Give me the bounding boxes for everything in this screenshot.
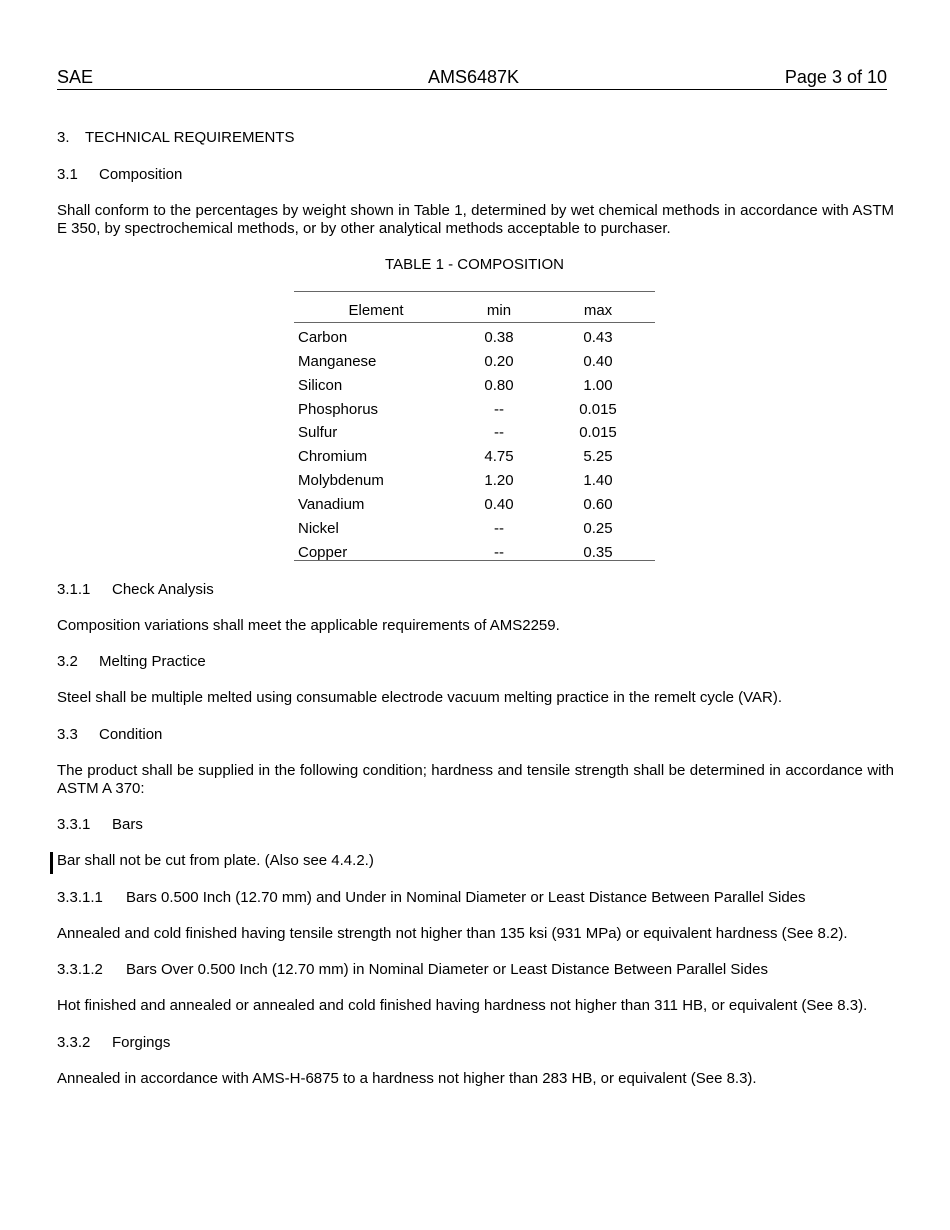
table-bottom-rule — [294, 560, 655, 561]
table-cell-min: 0.38 — [484, 329, 514, 346]
section-number: 3.3.2 — [57, 1034, 91, 1051]
table-cell-max: 0.35 — [583, 544, 613, 561]
section-3-3-1-2-text: Hot finished and annealed or annealed and cold finished having hardness not higher than 311 HB, or equivalent (See 8.3). — [57, 997, 868, 1014]
section-title: Composition — [99, 166, 183, 183]
table-cell-max: 0.60 — [583, 496, 613, 513]
header-org: SAE — [57, 67, 94, 87]
section-number: 3.1 — [57, 166, 78, 183]
table-cell-min: -- — [494, 401, 504, 418]
section-number: 3.3.1.2 — [57, 961, 103, 978]
table-cell-max: 0.25 — [583, 520, 613, 537]
section-3-3-2-heading — [57, 1034, 170, 1051]
table-cell-max: 0.015 — [579, 424, 617, 441]
section-3-1-text: Shall conform to the percentages by weight shown in Table 1, determined by wet chemical methods in accordance with ASTM E 350, by spectrochemical methods, or by other analytical methods acceptable to purchaser. — [57, 202, 894, 237]
table-cell-element: Copper — [298, 544, 348, 561]
section-number: 3.3.1 — [57, 816, 91, 833]
section-number: 3. — [57, 129, 70, 146]
table-cell-element: Vanadium — [298, 496, 365, 513]
section-3-3-text: The product shall be supplied in the following condition; hardness and tensile strength shall be determined in accordance with ASTM A 370: — [57, 762, 894, 797]
revision-change-bar — [50, 852, 53, 874]
section-number: 3.1.1 — [57, 581, 91, 598]
table-cell-element: Chromium — [298, 448, 368, 465]
section-3-1-1-text: Composition variations shall meet the applicable requirements of AMS2259. — [57, 617, 560, 634]
section-3-2-heading — [57, 653, 206, 670]
section-title: Forgings — [112, 1034, 171, 1051]
table-row — [294, 353, 655, 377]
table-caption: TABLE 1 - COMPOSITION — [385, 256, 564, 273]
table-header-max: max — [583, 302, 613, 319]
table-row — [294, 448, 655, 472]
section-title: Bars — [112, 816, 143, 833]
table-row — [294, 401, 655, 425]
table-row — [294, 496, 655, 520]
table-cell-element: Silicon — [298, 377, 343, 394]
section-title: Bars Over 0.500 Inch (12.70 mm) in Nominal Diameter or Least Distance Between Parallel Sides — [126, 961, 768, 978]
section-title: Condition — [99, 726, 163, 743]
table-header-element: Element — [348, 302, 404, 319]
table-cell-max: 0.40 — [583, 353, 613, 370]
section-3-1-heading — [57, 166, 182, 183]
section-number: 3.2 — [57, 653, 78, 670]
table-cell-min: 4.75 — [484, 448, 514, 465]
table-row — [294, 329, 655, 353]
table-cell-element: Nickel — [298, 520, 339, 537]
table-cell-min: 1.20 — [484, 472, 514, 489]
section-title: TECHNICAL REQUIREMENTS — [85, 129, 295, 146]
table-cell-min: 0.40 — [484, 496, 514, 513]
section-number: 3.3 — [57, 726, 78, 743]
section-number: 3.3.1.1 — [57, 889, 103, 906]
table-cell-element: Molybdenum — [298, 472, 384, 489]
table-row — [294, 424, 655, 448]
section-3-2-text: Steel shall be multiple melted using consumable electrode vacuum melting practice in the remelt cycle (VAR). — [57, 689, 783, 706]
table-cell-min: 0.20 — [484, 353, 514, 370]
table-cell-element: Carbon — [298, 329, 348, 346]
section-title: Check Analysis — [112, 581, 214, 598]
section-3-3-1-text: Bar shall not be cut from plate. (Also see 4.4.2.) — [57, 852, 374, 869]
table-cell-max: 0.015 — [579, 401, 617, 418]
table-row — [294, 520, 655, 544]
section-3-3-heading — [57, 726, 162, 743]
section-3-3-1-heading — [57, 816, 143, 833]
header-doc-number: AMS6487K — [428, 67, 520, 87]
table-cell-min: -- — [494, 424, 504, 441]
table-cell-element: Phosphorus — [298, 401, 379, 418]
page-header — [57, 67, 887, 90]
table-cell-min: 0.80 — [484, 377, 514, 394]
table-top-rule — [294, 291, 655, 292]
table-cell-min: -- — [494, 544, 504, 561]
section-title: Bars 0.500 Inch (12.70 mm) and Under in Nominal Diameter or Least Distance Between Parallel Sides — [126, 889, 806, 906]
section-3-3-2-text: Annealed in accordance with AMS-H-6875 to a hardness not higher than 283 HB, or equivalent (See 8.3). — [57, 1070, 757, 1087]
table-cell-max: 0.43 — [583, 329, 613, 346]
table-cell-element: Manganese — [298, 353, 377, 370]
section-3-1-1-heading — [57, 581, 214, 598]
table-cell-min: -- — [494, 520, 504, 537]
section-3-3-1-1-heading — [57, 889, 806, 906]
table-cell-max: 1.40 — [583, 472, 613, 489]
section-title: Melting Practice — [99, 653, 206, 670]
table-row — [294, 472, 655, 496]
section-3-3-1-2-heading — [57, 961, 768, 978]
table-header-rule — [294, 322, 655, 323]
table-cell-max: 1.00 — [583, 377, 613, 394]
table-cell-element: Sulfur — [298, 424, 338, 441]
table-row — [294, 544, 655, 568]
header-page-number: Page 3 of 10 — [784, 67, 887, 87]
table-cell-max: 5.25 — [583, 448, 613, 465]
section-3-3-1-1-text: Annealed and cold finished having tensile strength not higher than 135 ksi (931 MPa) or equivalent hardness (See 8.2). — [57, 925, 848, 942]
table-header-min: min — [486, 302, 512, 319]
table-row — [294, 377, 655, 401]
section-3-heading — [57, 129, 294, 146]
